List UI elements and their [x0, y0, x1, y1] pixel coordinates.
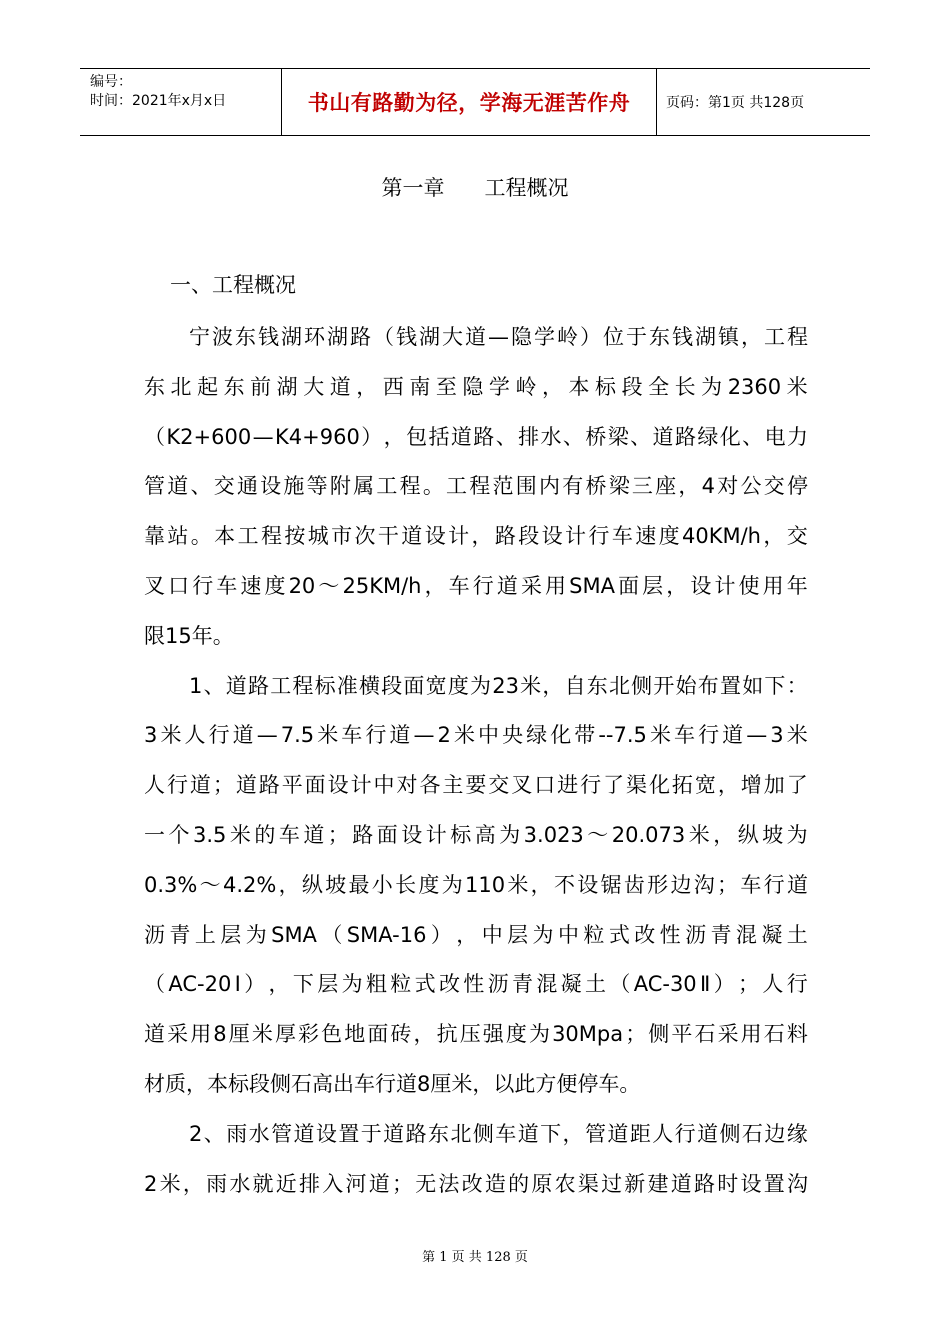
header-page-info: 页码：第1页 共128页: [666, 95, 805, 111]
text-line: 道 采 用 8 厘 米 厚 彩 色 地 面 砖 ， 抗 压 强 度 为 30Mpa ； 侧 平 石 采 用 石 料: [144, 1022, 808, 1047]
text-line: 1 、 道 路 工 程 标 准 横 段 面 宽 度 为 23 米 ， 自 东 北 侧 开 始 布 置 如 下 ：: [189, 673, 808, 698]
paragraph: [144, 662, 808, 1110]
text-line: 宁 波 东 钱 湖 环 湖 路 （ 钱 湖 大 道 — 隐 学 岭 ） 位 于 东 钱 湖 镇 ， 工 程: [189, 325, 808, 349]
text-line: 0.3% ～ 4.2% ， 纵 坡 最 小 长 度 为 110 米 ， 不 设 锯 齿 形 边 沟 ； 车 行 道: [144, 872, 808, 897]
text-line: 2 、 雨 水 管 道 设 置 于 道 路 东 北 侧 车 道 下 ， 管 道 距 人 行 道 侧 石 边 缘: [189, 1121, 808, 1146]
text-line: 管 道 、 交 通 设 施 等 附 属 工 程 。 工 程 范 围 内 有 桥 梁 三 座 ， 4 对 公 交 停: [144, 474, 808, 499]
text-line: 一 个 3.5 米 的 车 道 ； 路 面 设 计 标 高 为 3.023 ～ 20.073 米 ， 纵 坡 为: [144, 822, 808, 847]
text-line: 靠 站 。 本 工 程 按 城 市 次 干 道 设 计 ， 路 段 设 计 行 车 速 度 40KM/h ， 交: [144, 524, 808, 549]
page-footer: 第 1 页 共 128 页: [422, 1250, 528, 1265]
document-body: [144, 313, 808, 1209]
text-line: 叉 口 行 车 速 度 20 ～ 25KM/h ， 车 行 道 采 用 SMA 面 层 ， 设 计 使 用 年: [144, 573, 808, 598]
text-line: （ AC-20 Ⅰ ） ， 下 层 为 粗 粒 式 改 性 沥 青 混 凝 土 （ AC-30 Ⅱ ） ； 人 行: [144, 972, 808, 997]
text-line: （ K2+600 — K4+960 ） ， 包 括 道 路 、 排 水 、 桥 梁 、 道 路 绿 化 、 电 力: [144, 424, 808, 449]
text-line: 东 北 起 东 前 湖 大 道 ， 西 南 至 隐 学 岭 ， 本 标 段 全 长 为 2360 米: [144, 374, 808, 399]
text-line: 2 米 ， 雨 水 就 近 排 入 河 道 ； 无 法 改 造 的 原 农 渠 过 新 建 道 路 时 设 置 沟: [144, 1171, 808, 1196]
text-line: 3 米 人 行 道 — 7.5 米 车 行 道 — 2 米 中 央 绿 化 带 --7.5 米 车 行 道 — 3 米: [144, 723, 808, 748]
text-line: 材质，本标段侧石高出车行道8厘米，以此方便停车。: [144, 1071, 641, 1096]
text-line: 沥 青 上 层 为 SMA （ SMA-16 ） ， 中 层 为 中 粒 式 改 性 沥 青 混 凝 土: [144, 922, 808, 947]
paragraph: [144, 313, 808, 662]
header-divider: [656, 69, 657, 135]
page-header: [80, 68, 870, 136]
chapter-title: 第一章 工程概况: [381, 176, 569, 200]
paragraph: [144, 1110, 808, 1210]
text-line: 人 行 道 ； 道 路 平 面 设 计 中 对 各 主 要 交 叉 口 进 行 了 渠 化 拓 宽 ， 增 加 了: [144, 773, 808, 798]
date-label: 时间：2021年x月x日: [90, 93, 227, 109]
serial-number-label: 编号：: [90, 74, 132, 90]
header-meta: [90, 73, 226, 111]
text-line: 限15年。: [144, 623, 234, 648]
header-motto: 书山有路勤为径，学海无涯苦作舟: [307, 91, 631, 115]
section-title: 一、工程概况: [170, 273, 296, 297]
